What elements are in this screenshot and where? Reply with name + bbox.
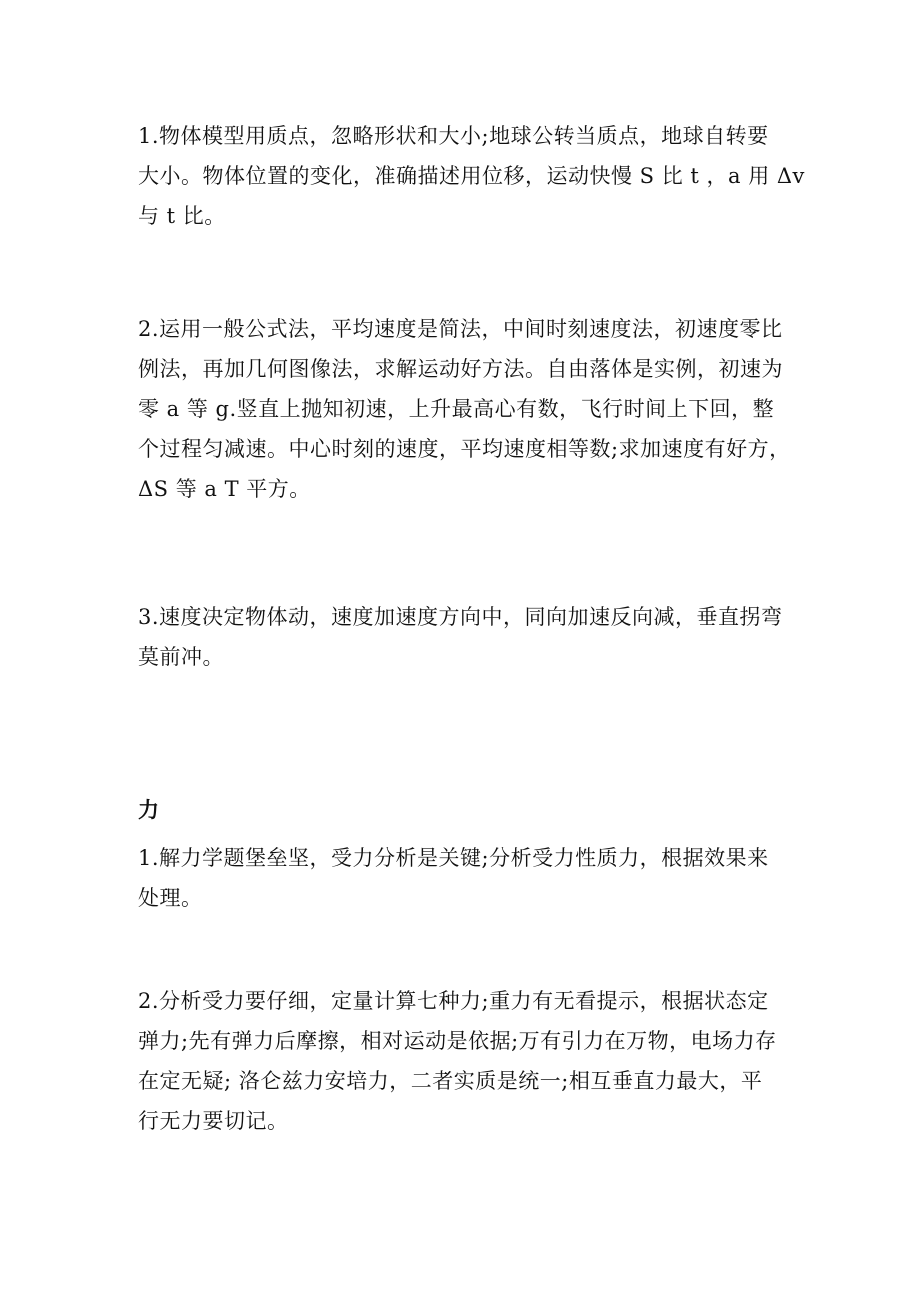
motion-paragraph-2 (138, 309, 791, 509)
text-line: ΔS 等 a T 平方。 (138, 477, 311, 501)
text-line: 莫前冲。 (138, 645, 224, 669)
text-line: 零 a 等 g.竖直上抛知初速，上升最高心有数，飞行时间上下回，整 (138, 397, 775, 421)
text-line: 3.速度决定物体动，速度加速度方向中，同向加速反向减，垂直拐弯 (138, 605, 783, 629)
text-line: 大小。物体位置的变化，准确描述用位移，运动快慢 S 比 t ，a 用 Δv (138, 164, 805, 188)
force-paragraph-1 (138, 838, 788, 918)
text-line: 1.解力学题堡垒坚，受力分析是关键;分析受力性质力，根据效果来 (138, 846, 769, 870)
text-line: 在定无疑; 洛仑兹力安培力，二者实质是统一;相互垂直力最大，平 (138, 1069, 763, 1093)
force-paragraph-2 (138, 981, 788, 1141)
text-line: 行无力要切记。 (138, 1109, 289, 1133)
text-line: 2.运用一般公式法，平均速度是简法，中间时刻速度法，初速度零比 (138, 317, 783, 341)
text-line: 处理。 (138, 886, 203, 910)
text-line: 弹力;先有弹力后摩擦，相对运动是依据;万有引力在万物，电场力存 (138, 1029, 777, 1053)
text-line: 个过程匀减速。中心时刻的速度，平均速度相等数;求加速度有好方， (138, 437, 791, 461)
text-line: 与 t 比。 (138, 204, 226, 228)
section-heading-force: 力 (138, 797, 159, 822)
text-line: 例法，再加几何图像法，求解运动好方法。自由落体是实例，初速为 (138, 357, 783, 381)
text-line: 1.物体模型用质点，忽略形状和大小;地球公转当质点，地球自转要 (138, 124, 769, 148)
text-line: 2.分析受力要仔细，定量计算七种力;重力有无看提示，根据状态定 (138, 989, 769, 1013)
motion-paragraph-3 (138, 597, 788, 677)
motion-paragraph-1 (138, 116, 805, 236)
